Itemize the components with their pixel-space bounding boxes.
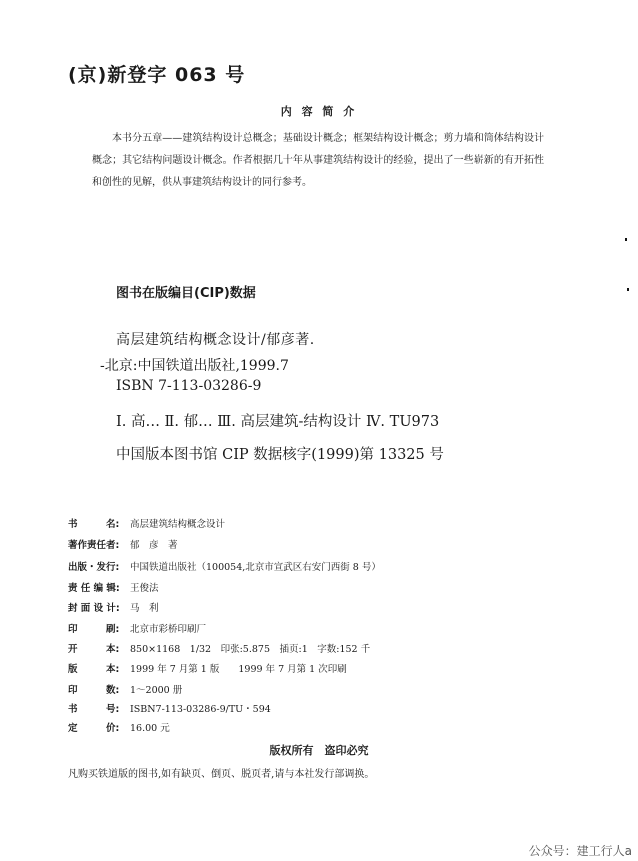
info-value: 郁 彦 著 xyxy=(130,540,178,551)
info-label: 封 面 设 计: xyxy=(68,603,120,614)
watermark-text: 公众号：建工行人a xyxy=(528,844,632,858)
info-value: 850×1168 1/32 印张:5.875 插页:1 字数:152 千 xyxy=(130,644,371,655)
info-value: 北京市彩桥印刷厂 xyxy=(130,624,207,635)
info-label: 书 名: xyxy=(68,519,120,530)
info-value: 王俊法 xyxy=(130,583,159,594)
info-value: 16.00 元 xyxy=(130,723,170,734)
cip-classification-line: Ⅰ. 高… Ⅱ. 郁… Ⅲ. 高层建筑-结构设计 Ⅳ. TU973 xyxy=(116,414,440,430)
scan-speck xyxy=(627,288,629,291)
cip-record-number: 中国版本图书馆 CIP 数据核字(1999)第 13325 号 xyxy=(116,447,444,463)
cip-publisher-line: -北京:中国铁道出版社,1999.7 xyxy=(100,358,289,374)
info-label: 开 本: xyxy=(68,644,120,655)
cip-heading: 图书在版编目(CIP)数据 xyxy=(116,286,256,301)
info-label: 版 本: xyxy=(68,664,120,675)
info-value: 中国铁道出版社（100054,北京市宣武区右安门西街 8 号） xyxy=(130,562,381,573)
info-value: ISBN7-113-03286-9/TU・594 xyxy=(130,704,271,715)
info-value: 高层建筑结构概念设计 xyxy=(130,519,226,530)
info-value: 1999 年 7 月第 1 版 1999 年 7 月第 1 次印刷 xyxy=(130,664,347,675)
intro-heading: 内 容 简 介 xyxy=(280,105,358,118)
info-label: 印 刷: xyxy=(68,624,120,635)
copyright-notice: 版权所有 盗印必究 xyxy=(269,744,369,757)
intro-paragraph: 本书分五章——建筑结构设计总概念；基础设计概念；框架结构设计概念；剪力墙和筒体结构设计概念；其它结构问题设计概念。作者根据几十年从事建筑结构设计的经验，提出了一些崭新的有开拓性和创性的见解，供从事建筑结构设计的同行参考。 xyxy=(92,133,544,188)
info-value: 1～2000 册 xyxy=(130,685,183,696)
info-value: 马 利 xyxy=(130,603,159,614)
registration-number: (京)新登字 063 号 xyxy=(68,64,246,86)
info-label: 出版・发行: xyxy=(68,562,120,573)
exchange-notice: 凡购买铁道版的图书,如有缺页、倒页、脱页者,请与本社发行部调换。 xyxy=(68,769,375,780)
scan-speck xyxy=(625,238,627,241)
info-label: 著作责任者: xyxy=(68,540,120,551)
info-label: 定 价: xyxy=(68,723,120,734)
info-label: 责 任 编 辑: xyxy=(68,583,120,594)
info-label: 印 数: xyxy=(68,685,120,696)
cip-isbn-line: ISBN 7-113-03286-9 xyxy=(116,378,262,394)
info-label: 书 号: xyxy=(68,704,120,715)
cip-title-line: 高层建筑结构概念设计/郁彦著. xyxy=(116,332,315,348)
